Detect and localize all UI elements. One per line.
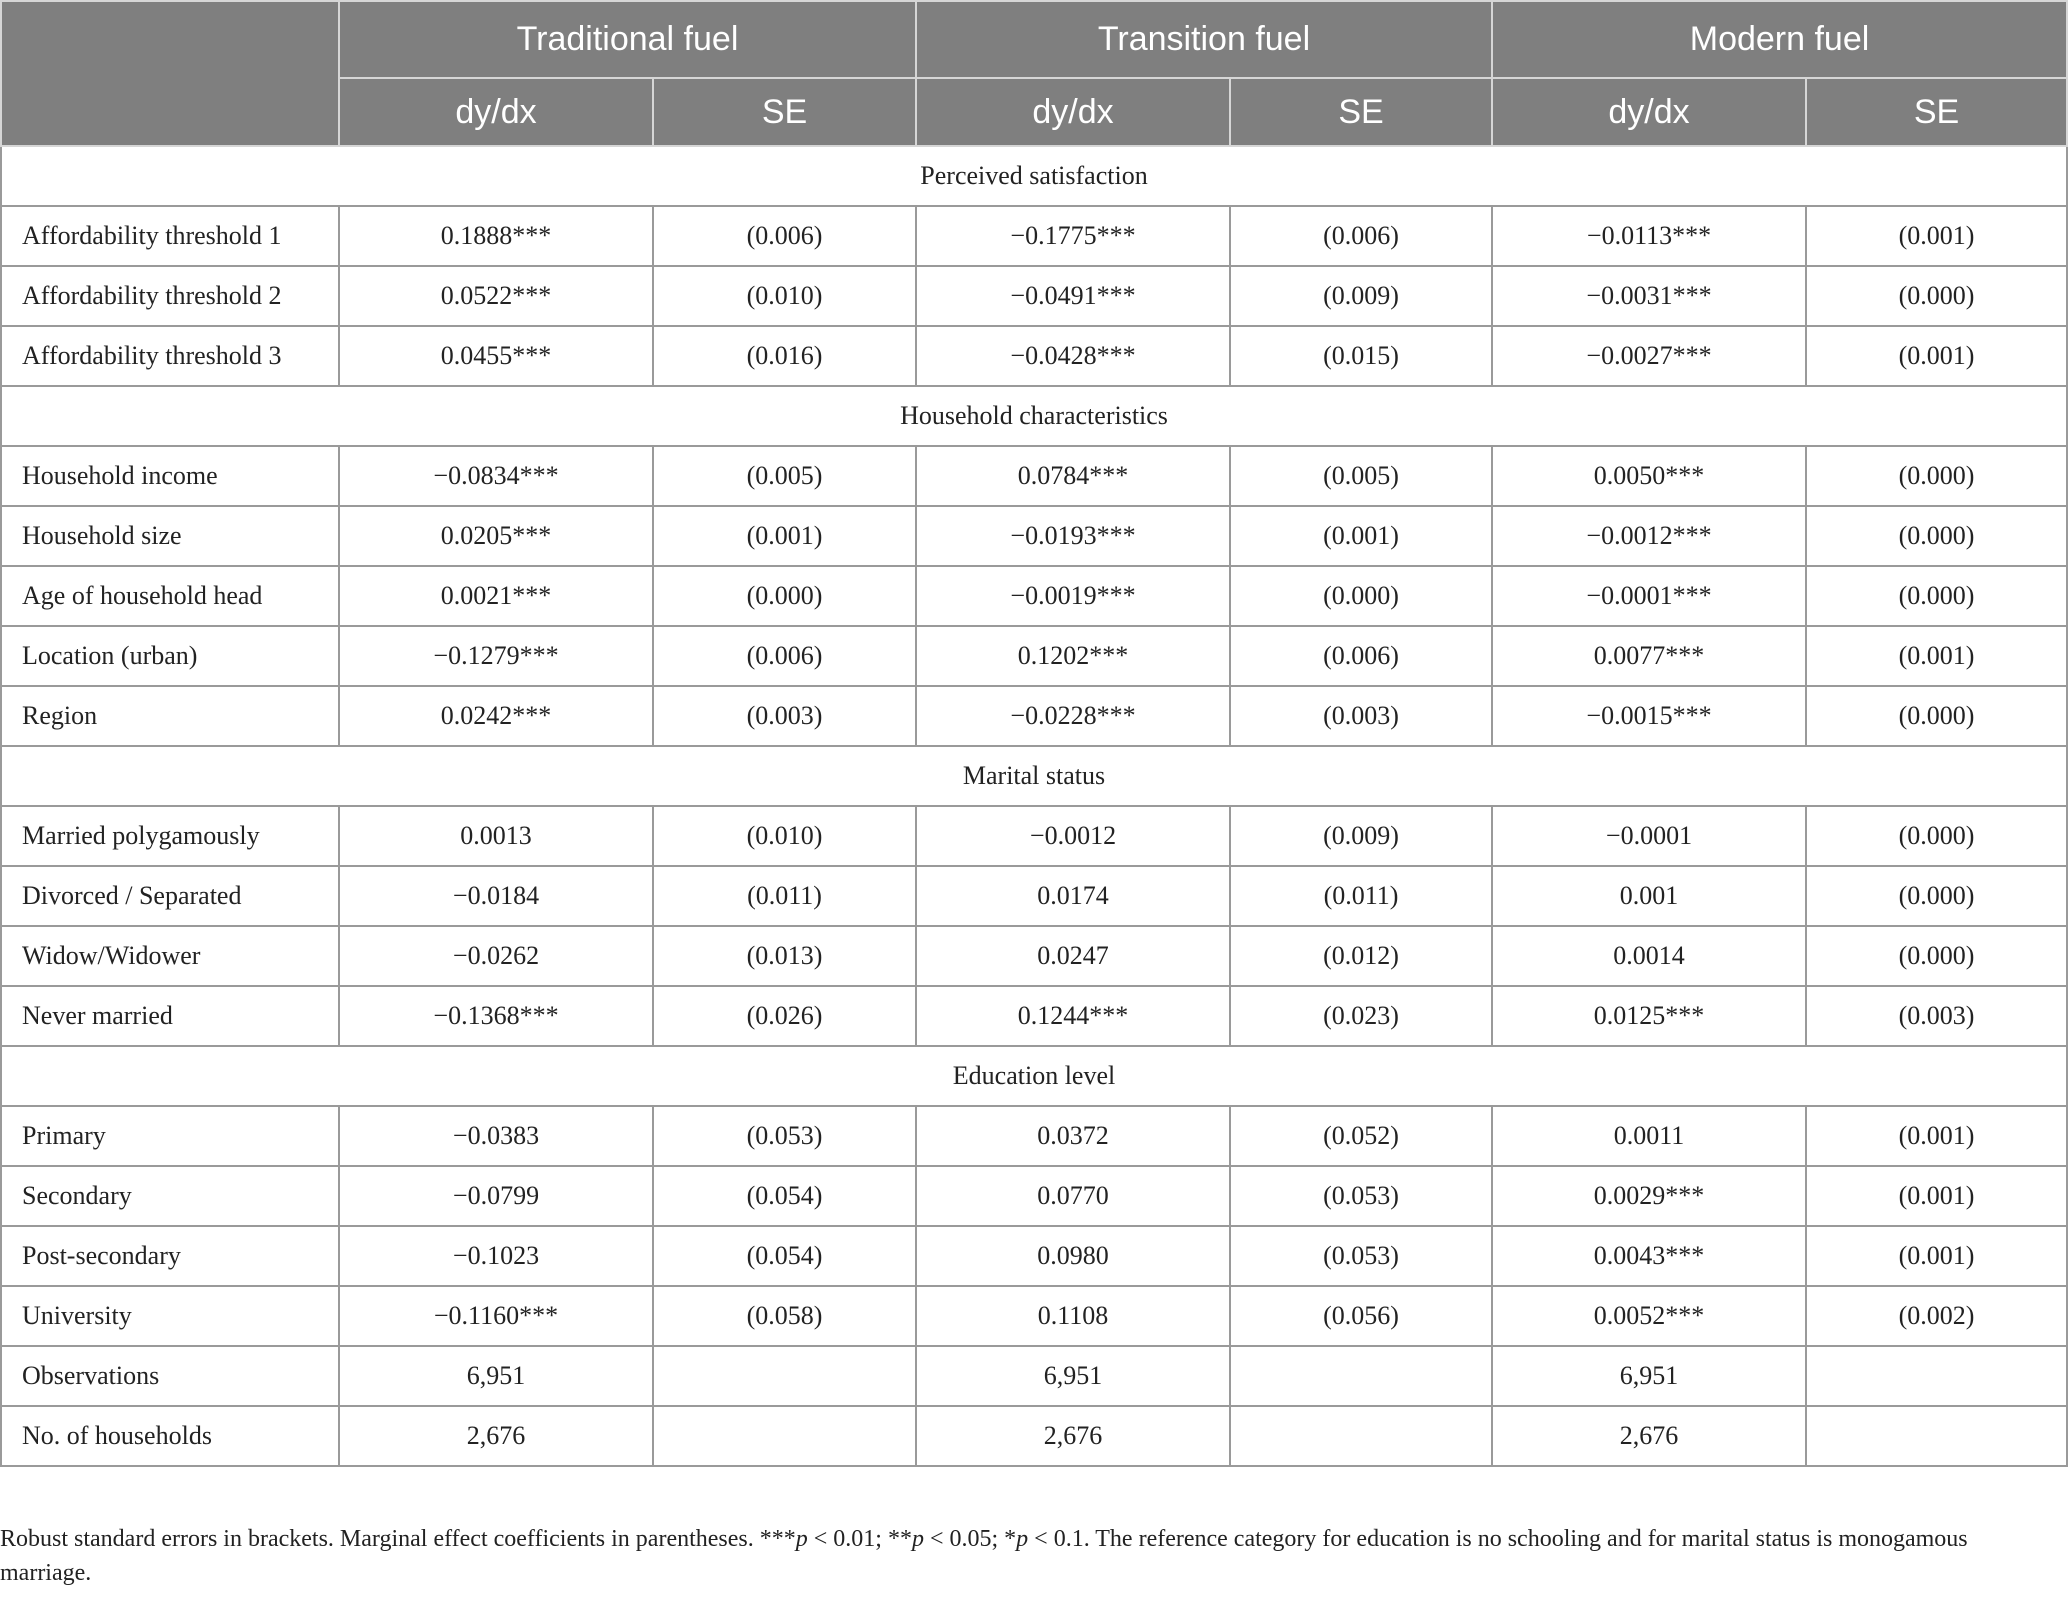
standard-error-cell: (0.054): [653, 1166, 916, 1226]
coefficient-cell: 0.0522***: [339, 266, 653, 326]
standard-error-cell: (0.006): [653, 626, 916, 686]
coefficient-cell: 0.1108: [916, 1286, 1230, 1346]
coefficient-cell: 0.0125***: [1492, 986, 1806, 1046]
table-footnote: [0, 1522, 2060, 1590]
row-label: Affordability threshold 1: [1, 206, 339, 266]
standard-error-cell: (0.010): [653, 806, 916, 866]
coefficient-cell: −0.1775***: [916, 206, 1230, 266]
standard-error-cell: (0.000): [1806, 446, 2067, 506]
coefficient-cell: 0.0052***: [1492, 1286, 1806, 1346]
table-row: [1, 986, 2067, 1046]
footnote-threshold-1: < 0.01; **: [807, 1526, 912, 1552]
coefficient-cell: 0.0784***: [916, 446, 1230, 506]
section-title: Perceived satisfaction: [1, 146, 2067, 206]
coefficient-cell: −0.0834***: [339, 446, 653, 506]
standard-error-cell: (0.058): [653, 1286, 916, 1346]
table-row: [1, 326, 2067, 386]
standard-error-cell: [1230, 1346, 1492, 1406]
coefficient-cell: −0.0012***: [1492, 506, 1806, 566]
standard-error-cell: (0.016): [653, 326, 916, 386]
table-row: [1, 206, 2067, 266]
standard-error-cell: (0.006): [653, 206, 916, 266]
row-label: Region: [1, 686, 339, 746]
standard-error-cell: (0.002): [1806, 1286, 2067, 1346]
standard-error-cell: (0.005): [653, 446, 916, 506]
table-header: [1, 1, 2067, 146]
section-row: [1, 1046, 2067, 1106]
row-label: Household size: [1, 506, 339, 566]
coefficient-cell: 0.001: [1492, 866, 1806, 926]
table-row: [1, 266, 2067, 326]
coefficient-cell: −0.0015***: [1492, 686, 1806, 746]
table-row: [1, 686, 2067, 746]
standard-error-cell: [1806, 1346, 2067, 1406]
standard-error-cell: (0.006): [1230, 626, 1492, 686]
standard-error-cell: (0.053): [653, 1106, 916, 1166]
standard-error-cell: (0.011): [653, 866, 916, 926]
section-row: [1, 386, 2067, 446]
row-label: University: [1, 1286, 339, 1346]
coefficient-cell: −0.0001: [1492, 806, 1806, 866]
table-row: [1, 566, 2067, 626]
standard-error-cell: (0.003): [653, 686, 916, 746]
standard-error-cell: (0.053): [1230, 1226, 1492, 1286]
standard-error-cell: (0.012): [1230, 926, 1492, 986]
coefficient-cell: −0.0428***: [916, 326, 1230, 386]
coefficient-cell: 0.0021***: [339, 566, 653, 626]
row-label: Never married: [1, 986, 339, 1046]
subheader-transition-se: SE: [1230, 78, 1492, 146]
coefficient-cell: −0.0262: [339, 926, 653, 986]
standard-error-cell: (0.001): [653, 506, 916, 566]
row-label: Married polygamously: [1, 806, 339, 866]
coefficient-cell: −0.0031***: [1492, 266, 1806, 326]
coefficient-cell: −0.0383: [339, 1106, 653, 1166]
section-title: Marital status: [1, 746, 2067, 806]
table-row: [1, 1406, 2067, 1466]
coefficient-cell: 0.0242***: [339, 686, 653, 746]
coefficient-cell: −0.0228***: [916, 686, 1230, 746]
standard-error-cell: (0.011): [1230, 866, 1492, 926]
header-traditional-fuel: Traditional fuel: [339, 1, 916, 78]
coefficient-cell: 0.0372: [916, 1106, 1230, 1166]
table-row: [1, 1166, 2067, 1226]
standard-error-cell: [1230, 1406, 1492, 1466]
coefficient-cell: 0.0011: [1492, 1106, 1806, 1166]
coefficient-cell: −0.0012: [916, 806, 1230, 866]
standard-error-cell: (0.001): [1806, 1166, 2067, 1226]
standard-error-cell: (0.026): [653, 986, 916, 1046]
header-transition-fuel: Transition fuel: [916, 1, 1492, 78]
coefficient-cell: 0.1888***: [339, 206, 653, 266]
coefficient-cell: 2,676: [339, 1406, 653, 1466]
standard-error-cell: (0.009): [1230, 266, 1492, 326]
coefficient-cell: 0.1202***: [916, 626, 1230, 686]
standard-error-cell: (0.000): [1806, 506, 2067, 566]
standard-error-cell: (0.000): [653, 566, 916, 626]
table-row: [1, 1286, 2067, 1346]
subheader-traditional-se: SE: [653, 78, 916, 146]
standard-error-cell: (0.006): [1230, 206, 1492, 266]
section-row: [1, 746, 2067, 806]
standard-error-cell: [653, 1346, 916, 1406]
footnote-p-symbol: p: [1016, 1526, 1029, 1552]
row-label: Affordability threshold 2: [1, 266, 339, 326]
standard-error-cell: (0.001): [1806, 1106, 2067, 1166]
coefficient-cell: 0.0247: [916, 926, 1230, 986]
subheader-modern-dydx: dy/dx: [1492, 78, 1806, 146]
coefficient-cell: −0.1023: [339, 1226, 653, 1286]
coefficient-cell: 0.0205***: [339, 506, 653, 566]
row-label: Affordability threshold 3: [1, 326, 339, 386]
coefficient-cell: 0.0043***: [1492, 1226, 1806, 1286]
row-label: Observations: [1, 1346, 339, 1406]
table-row: [1, 446, 2067, 506]
coefficient-cell: −0.1368***: [339, 986, 653, 1046]
coefficient-cell: 0.0770: [916, 1166, 1230, 1226]
coefficient-cell: −0.1160***: [339, 1286, 653, 1346]
row-label: Age of household head: [1, 566, 339, 626]
coefficient-cell: −0.0113***: [1492, 206, 1806, 266]
standard-error-cell: (0.000): [1806, 266, 2067, 326]
row-label: Divorced / Separated: [1, 866, 339, 926]
coefficient-cell: 0.0980: [916, 1226, 1230, 1286]
row-label: Location (urban): [1, 626, 339, 686]
coefficient-cell: −0.0001***: [1492, 566, 1806, 626]
coefficient-cell: 2,676: [1492, 1406, 1806, 1466]
standard-error-cell: (0.009): [1230, 806, 1492, 866]
coefficient-cell: −0.1279***: [339, 626, 653, 686]
coefficient-cell: 2,676: [916, 1406, 1230, 1466]
table-row: [1, 926, 2067, 986]
standard-error-cell: (0.000): [1806, 926, 2067, 986]
standard-error-cell: (0.052): [1230, 1106, 1492, 1166]
row-label: Primary: [1, 1106, 339, 1166]
table-row: [1, 626, 2067, 686]
subheader-transition-dydx: dy/dx: [916, 78, 1230, 146]
coefficient-cell: −0.0019***: [916, 566, 1230, 626]
subheader-modern-se: SE: [1806, 78, 2067, 146]
standard-error-cell: (0.001): [1806, 1226, 2067, 1286]
coefficient-cell: 0.0455***: [339, 326, 653, 386]
standard-error-cell: (0.001): [1806, 206, 2067, 266]
standard-error-cell: (0.005): [1230, 446, 1492, 506]
subheader-traditional-dydx: dy/dx: [339, 78, 653, 146]
standard-error-cell: [653, 1406, 916, 1466]
standard-error-cell: (0.003): [1806, 986, 2067, 1046]
coefficient-cell: 0.0174: [916, 866, 1230, 926]
standard-error-cell: (0.015): [1230, 326, 1492, 386]
header-corner: [1, 1, 339, 146]
section-row: [1, 146, 2067, 206]
standard-error-cell: (0.000): [1806, 806, 2067, 866]
standard-error-cell: (0.000): [1230, 566, 1492, 626]
coefficient-cell: −0.0799: [339, 1166, 653, 1226]
standard-error-cell: (0.001): [1806, 626, 2067, 686]
table-row: [1, 1346, 2067, 1406]
coefficient-cell: 0.0029***: [1492, 1166, 1806, 1226]
row-label: Household income: [1, 446, 339, 506]
coefficient-cell: −0.0184: [339, 866, 653, 926]
footnote-p-symbol: p: [911, 1526, 924, 1552]
table-row: [1, 866, 2067, 926]
coefficient-cell: 0.0013: [339, 806, 653, 866]
footnote-threshold-2: < 0.05; *: [923, 1526, 1017, 1552]
table-body: [1, 146, 2067, 1466]
coefficient-cell: 0.0014: [1492, 926, 1806, 986]
section-title: Household characteristics: [1, 386, 2067, 446]
coefficient-cell: −0.0027***: [1492, 326, 1806, 386]
coefficient-cell: 0.0050***: [1492, 446, 1806, 506]
coefficient-cell: 0.1244***: [916, 986, 1230, 1046]
standard-error-cell: (0.056): [1230, 1286, 1492, 1346]
coefficient-cell: −0.0491***: [916, 266, 1230, 326]
header-modern-fuel: Modern fuel: [1492, 1, 2067, 78]
standard-error-cell: (0.000): [1806, 566, 2067, 626]
standard-error-cell: (0.000): [1806, 866, 2067, 926]
standard-error-cell: (0.053): [1230, 1166, 1492, 1226]
section-title: Education level: [1, 1046, 2067, 1106]
coefficient-cell: 6,951: [1492, 1346, 1806, 1406]
coefficient-cell: 6,951: [916, 1346, 1230, 1406]
coefficient-cell: −0.0193***: [916, 506, 1230, 566]
row-label: Widow/Widower: [1, 926, 339, 986]
standard-error-cell: (0.001): [1806, 326, 2067, 386]
table-row: [1, 806, 2067, 866]
standard-error-cell: (0.001): [1230, 506, 1492, 566]
standard-error-cell: (0.010): [653, 266, 916, 326]
footnote-p-symbol: p: [795, 1526, 808, 1552]
table-row: [1, 1106, 2067, 1166]
standard-error-cell: (0.000): [1806, 686, 2067, 746]
coefficient-cell: 0.0077***: [1492, 626, 1806, 686]
row-label: No. of households: [1, 1406, 339, 1466]
standard-error-cell: [1806, 1406, 2067, 1466]
coefficient-cell: 6,951: [339, 1346, 653, 1406]
table-row: [1, 506, 2067, 566]
row-label: Secondary: [1, 1166, 339, 1226]
row-label: Post-secondary: [1, 1226, 339, 1286]
standard-error-cell: (0.023): [1230, 986, 1492, 1046]
standard-error-cell: (0.013): [653, 926, 916, 986]
standard-error-cell: (0.054): [653, 1226, 916, 1286]
footnote-intro: Robust standard errors in brackets. Marginal effect coefficients in parentheses. ***: [0, 1526, 796, 1552]
footnote-threshold-3: < 0.1. The reference category for education is no schooling and for marital status is monogamous marriage.: [0, 1526, 1968, 1586]
table-row: [1, 1226, 2067, 1286]
standard-error-cell: (0.003): [1230, 686, 1492, 746]
